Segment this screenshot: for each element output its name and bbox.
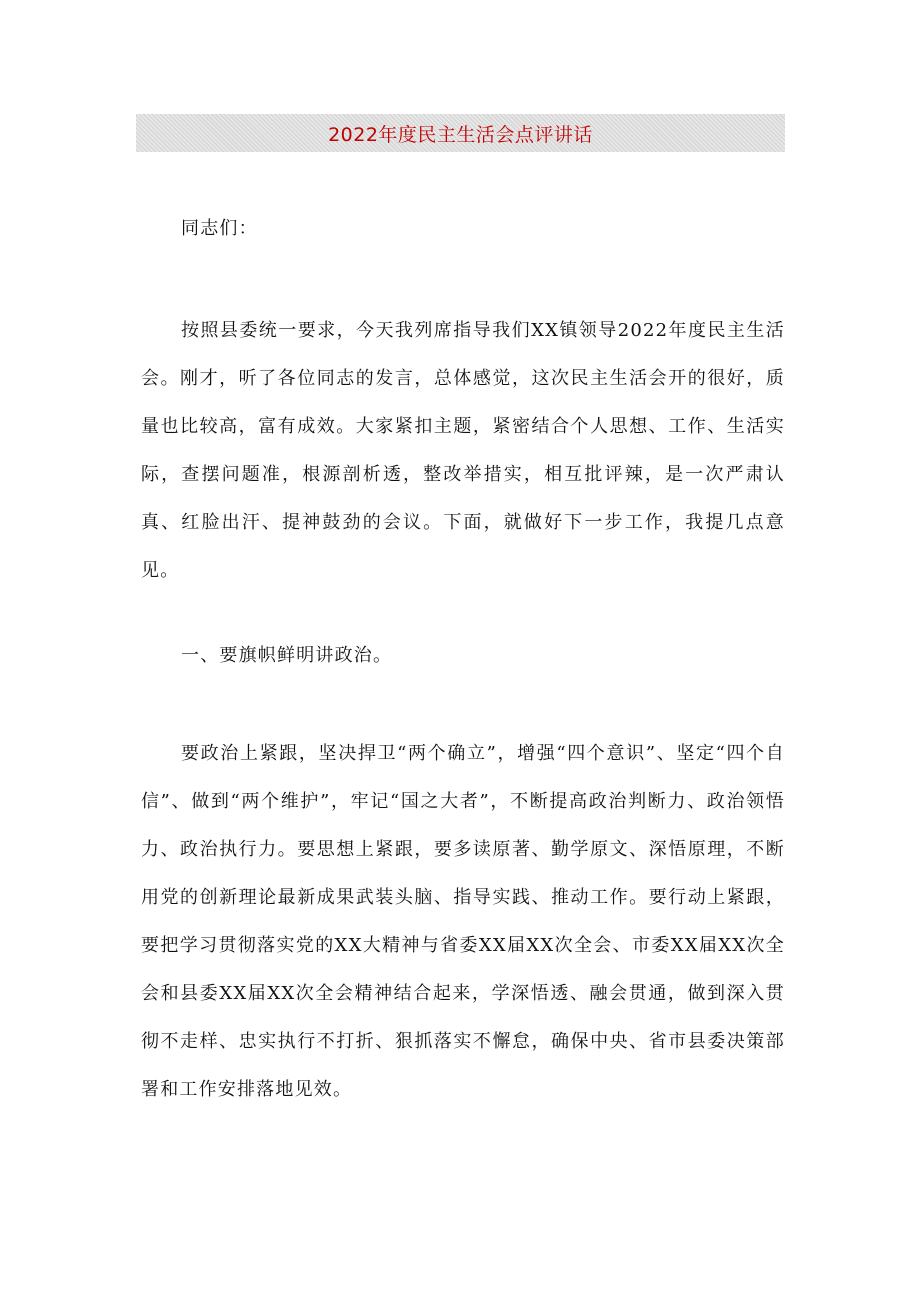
paragraph-intro: 按照县委统一要求，今天我列席指导我们XX镇领导2022年度民主生活会。刚才，听了各位同志的发言，总体感觉，这次民主生活会开的很好，质量也比较高，富有成效。大家紧扣主题，紧密结合个人思想、工作、生活实际，查摆问题准，根源剖析透，整改举措实，相互批评辣，是一次严肃认真、红脸出汗、提神鼓劲的会议。下面，就做好下一步工作，我提几点意见。: [141, 320, 785, 581]
document-title: 2022年度民主生活会点评讲话: [328, 123, 593, 146]
paragraph-section-1: 要政治上紧跟，坚决捍卫“两个确立”，增强“四个意识”、坚定“四个自信”、做到“两个维护”，牢记“国之大者”，不断提高政治判断力、政治领悟力、政治执行力。要思想上紧跟，要多读原著、勤学原文、深悟原理，不断用党的创新理论最新成果武装头脑、指导实践、推动工作。要行动上紧跟，要把学习贯彻落实党的XX大精神与省委XX届XX次全会、市委XX届XX次全会和县委XX届XX次全会精神结合起来，学深悟透、融会贯通，做到深入贯彻不走样、忠实执行不打折、狠抓落实不懈怠，确保中央、省市县委决策部署和工作安排落地见效。: [141, 743, 785, 1100]
title-banner: [136, 114, 785, 152]
section-heading-1: 一、要旗帜鲜明讲政治。: [181, 645, 393, 666]
greeting: 同志们：: [181, 218, 258, 239]
